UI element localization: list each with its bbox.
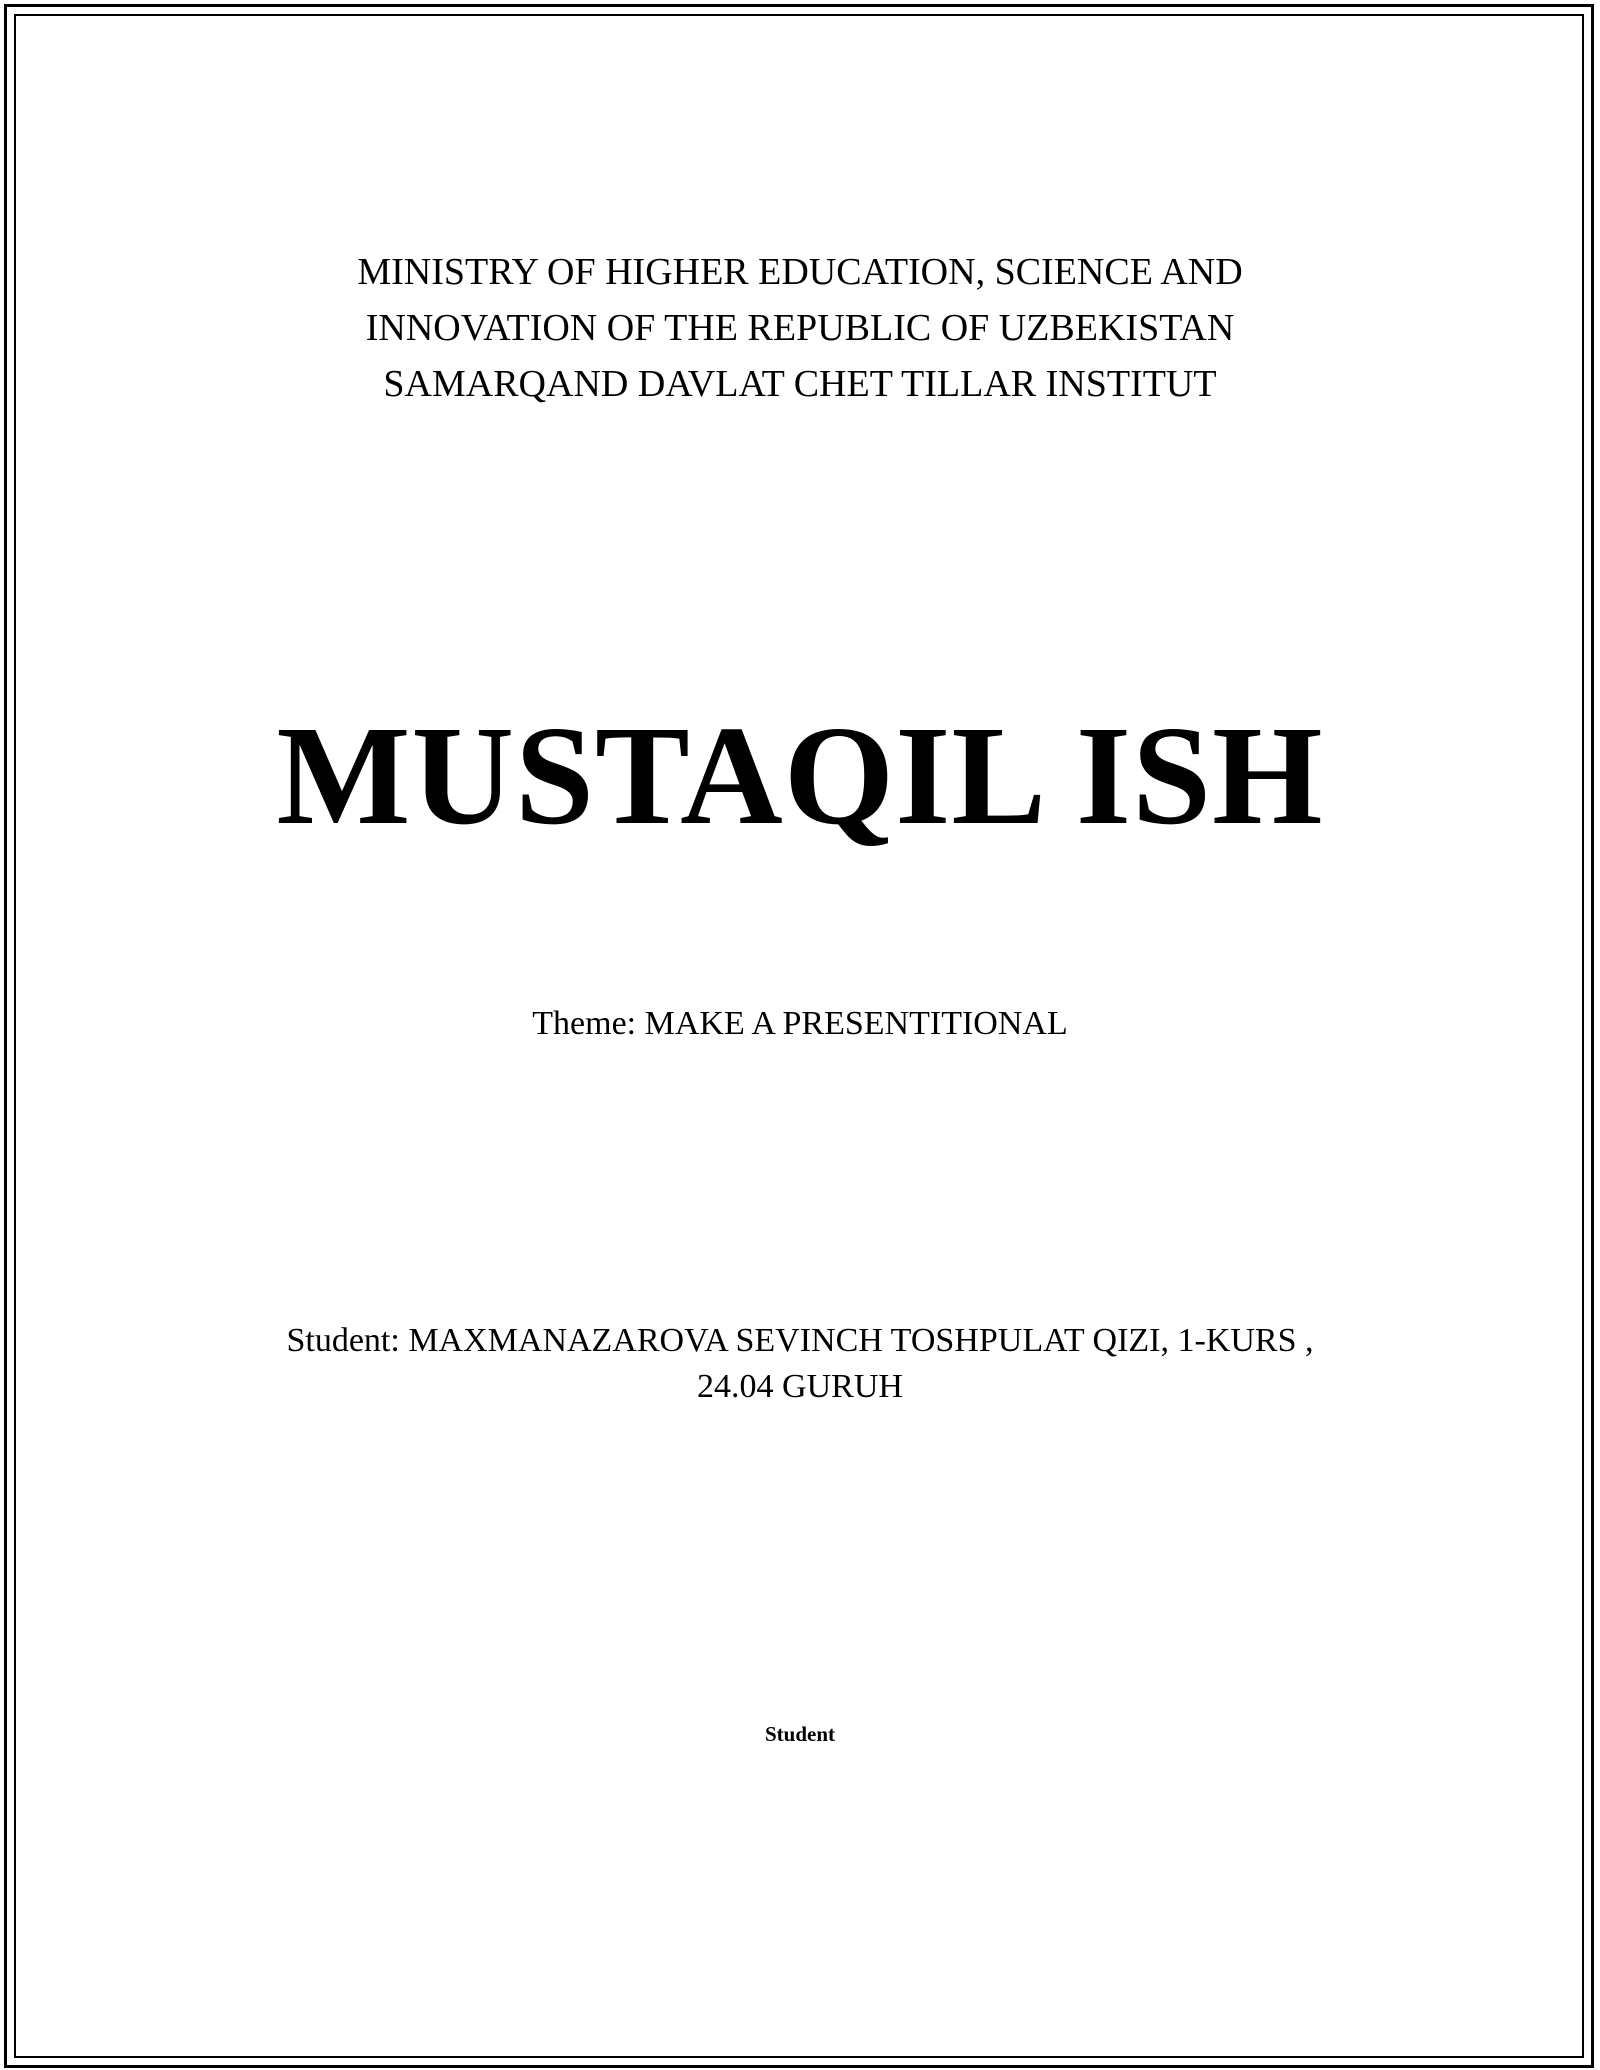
- student-name-line: Student: MAXMANAZAROVA SEVINCH TOSHPULAT QIZI, 1-KURS ,: [286, 1322, 1314, 1359]
- header-line-ministry: MINISTRY OF HIGHER EDUCATION, SCIENCE AND: [357, 251, 1243, 293]
- student-group-line: 24.04 GURUH: [697, 1368, 903, 1405]
- footer-student-label: Student: [764, 1722, 836, 1746]
- header-line-republic: INNOVATION OF THE REPUBLIC OF UZBEKISTAN: [365, 307, 1235, 349]
- theme-text: Theme: MAKE A PRESENTITIONAL: [532, 1005, 1068, 1042]
- student-info: [0, 1318, 1600, 1410]
- document-title: MUSTAQIL ISH: [276, 696, 1324, 854]
- institution-header: [0, 244, 1600, 412]
- header-line-institute: SAMARQAND DAVLAT CHET TILLAR INSTITUT: [383, 363, 1217, 405]
